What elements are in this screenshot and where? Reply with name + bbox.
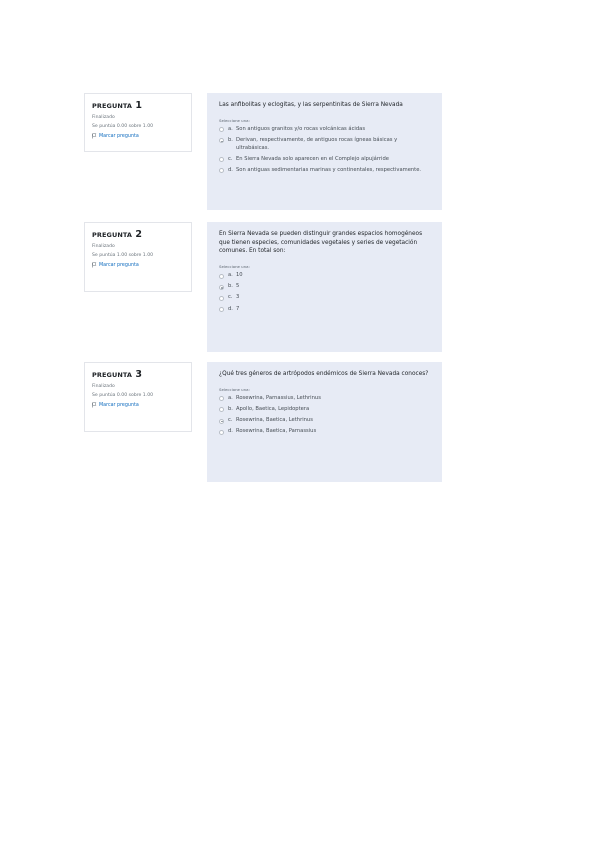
answer-text: Son antiguos granitos y/o rocas volcánicas ácidas: [236, 126, 366, 133]
answer-option[interactable]: [219, 417, 431, 425]
answer-option[interactable]: [219, 137, 431, 152]
radio-button[interactable]: [219, 127, 224, 132]
question-number-value: 3: [135, 369, 143, 380]
answer-option[interactable]: [219, 283, 431, 291]
answer-letter: c.: [228, 155, 233, 162]
radio-button[interactable]: [219, 168, 224, 173]
question-state: Finalizado: [92, 115, 115, 120]
answer-option[interactable]: [219, 156, 431, 164]
question-content: [207, 222, 442, 352]
flag-question-label: Marcar pregunta: [99, 402, 139, 408]
question-grade: Se puntúa 0.00 sobre 1.00: [92, 124, 154, 129]
question-label: PREGUNTA: [92, 231, 133, 239]
question-grade: Se puntúa 0.00 sobre 1.00: [92, 393, 154, 398]
answer-prompt: Seleccione una:: [219, 117, 250, 123]
answer-text: 3: [236, 294, 240, 301]
radio-button[interactable]: [219, 430, 224, 435]
answer-text: Rosewrina, Parnassius, Lethrinus: [236, 395, 321, 402]
radio-button[interactable]: [219, 407, 224, 412]
radio-button[interactable]: [219, 285, 224, 290]
question-info-panel: [84, 93, 192, 152]
answer-letter: d.: [228, 166, 233, 173]
question-content: [207, 93, 442, 210]
answer-text: En Sierra Nevada solo aparecen en el Complejo alpujárride: [236, 155, 389, 162]
question-text: En Sierra Nevada se pueden distinguir grandes espacios homogéneos que tienen especies, comunidades vegetales y series de vegetación comunes. En total son:: [219, 231, 423, 255]
flag-icon: [92, 262, 97, 268]
answer-letter: a.: [228, 395, 233, 402]
answer-letter: d.: [228, 305, 233, 312]
answer-letter: d.: [228, 428, 233, 435]
answer-list: [219, 126, 431, 174]
radio-button[interactable]: [219, 396, 224, 401]
answer-letter: b.: [228, 406, 233, 413]
question-number-value: 1: [135, 100, 143, 111]
answer-list: [219, 272, 431, 313]
question-state: Finalizado: [92, 384, 115, 389]
question-info-panel: [84, 222, 192, 292]
answer-text: Rosewrina, Baetica, Parnassius: [236, 428, 317, 435]
radio-button[interactable]: [219, 419, 224, 424]
question-content: [207, 362, 442, 482]
question-label: PREGUNTA: [92, 102, 133, 110]
question-number: [92, 100, 184, 111]
question-label: PREGUNTA: [92, 371, 133, 379]
flag-icon: [92, 133, 97, 139]
answer-text: 10: [236, 272, 243, 279]
flag-question-link[interactable]: [92, 133, 184, 139]
answer-prompt: Seleccione una:: [219, 386, 250, 392]
question-number: [92, 369, 184, 380]
question-text: Las anfibolitas y eclogitas, y las serpentinitas de Sierra Nevada: [219, 102, 403, 108]
answer-option[interactable]: [219, 167, 431, 175]
answer-option[interactable]: [219, 428, 431, 436]
answer-list: [219, 395, 431, 436]
answer-text: 5: [236, 283, 240, 290]
radio-button[interactable]: [219, 274, 224, 279]
answer-letter: a.: [228, 272, 233, 279]
answer-letter: a.: [228, 126, 233, 133]
answer-option[interactable]: [219, 272, 431, 280]
answer-option[interactable]: [219, 126, 431, 134]
answer-text: 7: [236, 305, 240, 312]
question-info-panel: [84, 362, 192, 432]
answer-option[interactable]: [219, 306, 431, 314]
answer-prompt: Seleccione una:: [219, 263, 250, 269]
answer-letter: c.: [228, 294, 233, 301]
answer-text: Derivan, respectivamente, de antiguos rocas ígneas básicas y ultrabásicas.: [236, 137, 398, 151]
answer-text: Son antiguas sedimentarias marinas y continentales, respectivamente.: [236, 166, 422, 173]
answer-letter: c.: [228, 417, 233, 424]
question-number-value: 2: [135, 229, 143, 240]
answer-option[interactable]: [219, 406, 431, 414]
answer-letter: b.: [228, 137, 233, 144]
flag-question-label: Marcar pregunta: [99, 133, 139, 139]
question-number: [92, 229, 184, 240]
radio-button[interactable]: [219, 138, 224, 143]
question-text: ¿Qué tres géneros de artrópodos endémicos de Sierra Nevada conoces?: [219, 371, 429, 377]
flag-question-label: Marcar pregunta: [99, 262, 139, 268]
answer-text: Apollo, Baetica, Lepidoptera: [236, 406, 310, 413]
answer-letter: b.: [228, 283, 233, 290]
radio-button[interactable]: [219, 307, 224, 312]
answer-option[interactable]: [219, 294, 431, 302]
answer-text: Rosewrina, Baetica, Lethrinus: [236, 417, 313, 424]
question-state: Finalizado: [92, 244, 115, 249]
radio-button[interactable]: [219, 157, 224, 162]
flag-question-link[interactable]: [92, 402, 184, 408]
flag-icon: [92, 402, 97, 408]
question-grade: Se puntúa 1.00 sobre 1.00: [92, 253, 154, 258]
radio-button[interactable]: [219, 296, 224, 301]
flag-question-link[interactable]: [92, 262, 184, 268]
answer-option[interactable]: [219, 395, 431, 403]
